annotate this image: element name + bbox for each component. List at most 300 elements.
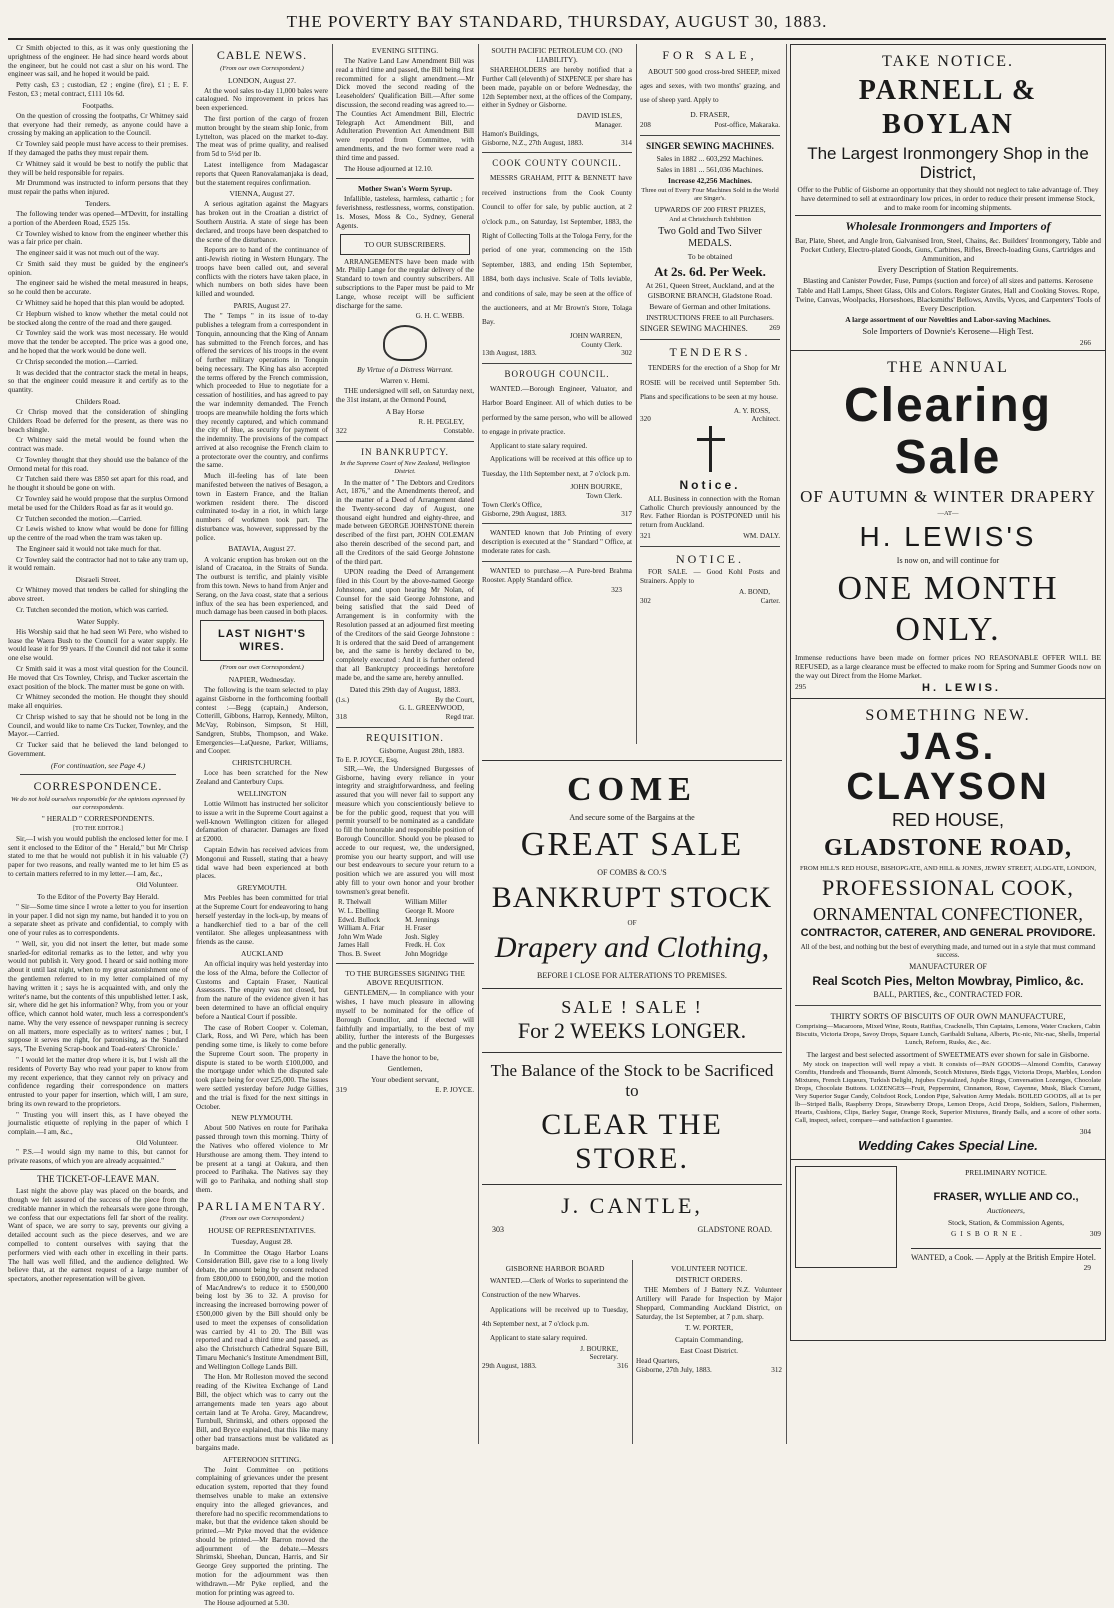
address: Hamon's Buildings, xyxy=(482,129,539,138)
ad-subheadline: Every Description of Station Requirements. xyxy=(877,264,1019,274)
date: 13th August, 1883. xyxy=(482,349,537,358)
ad-text: Beware of German and other Imitations. xyxy=(649,301,771,311)
ad-body: WANTED, a Cook. — Apply at the British Empire Hotel. xyxy=(911,1252,1096,1262)
ad-number: 317 xyxy=(621,509,632,518)
ad-body: FOR SALE. — Good Kohl Posts and Strainers. Apply to xyxy=(640,568,780,586)
ad-number: 295 xyxy=(795,681,807,691)
ad-heading: FOR SALE, xyxy=(662,48,758,62)
paragraph: Cr Chrisp moved that the consideration of shingling Childers Road be deferred for the present, as there was no beach shingle. xyxy=(8,407,188,434)
paragraph: Cr Hepburn wished to know whether the metal could not be stocked along the centre of the road and there gauged. xyxy=(8,309,188,327)
column-5 xyxy=(640,44,780,744)
ad-number: 208 xyxy=(640,120,651,129)
right-ads-column xyxy=(790,44,1106,1444)
ad-number: 302 xyxy=(621,349,632,358)
divider xyxy=(336,727,474,728)
signatory-name: William A. Friar xyxy=(338,924,385,933)
section-heading-last-nights-wires: LAST NIGHT'S WIRES. xyxy=(218,628,306,654)
role: Constable. xyxy=(443,426,474,435)
paragraph: Mr Drummond was instructed to inform persons that they must repair the paths when injured. xyxy=(8,179,188,197)
ad-headline: The Balance of the Stock to be Sacrificed to xyxy=(490,1061,774,1101)
divider xyxy=(482,561,632,562)
signatory-name: John Wm Wade xyxy=(338,932,383,941)
role: Architect. xyxy=(751,415,780,424)
ad-body: TENDERS for the erection of a Shop for Mr ROSIE will be received until September 5th. Plans and specifications to be seen at my house. xyxy=(640,364,780,402)
ad-body: Blasting and Canister Powder, Fuse, Pumps (suction and force) of all sizes and patterns. Kerosene Table and Hall Lamps, Sheet Glass, Oils and Colors. Register Grates, Hall and Cooking Stoves. Rope, Twine, Canvas, Woolpacks, Horseshoes, Blacksmiths' Bellows, Anvils, Vyces, and Carpenters' Tools of Every Description. xyxy=(795,276,1101,313)
sales-figure: Sales in 1881 ... 561,036 Machines. xyxy=(656,164,764,174)
ad-headline: Real Scotch Pies, Melton Mowbray, Pimlico, &c. xyxy=(812,973,1084,988)
subheading: Water Supply. xyxy=(76,616,120,626)
ad-body: MESSRS GRAHAM, PITT & BENNETT have received instructions from the Cook County Council to offer for sale, by public auction, at 2 o'clock p.m., on Saturday, 1st September, 1883, the Right of Collecting Tolls at the Tologa Ferry, for the period of one year, commencing on the 15th September, 1883, and ending 15th September, 1884, both days inclusive. Scale of Tolls leviable, and conditions of sale, may be seen at the office of the auctioneers, and at Mr Brown's Store, Tolaga Bay. xyxy=(482,174,632,327)
dateline: PARIS, August 27. xyxy=(233,301,291,311)
paragraph: An official inquiry was held yesterday into the loss of the Alma, before the Collector of Customs and Captain Fraser, Nautical Assessors. The enquiry was not closed, but from the nature of the evidence given it has been determined to have an official enquiry before a Nautical Court if possible. xyxy=(196,960,328,1021)
ad-headline: GLADSTONE ROAD, xyxy=(824,834,1072,861)
ad-headline: PARNELL & BOYLAN xyxy=(858,74,1038,140)
divider xyxy=(336,441,474,442)
signature: R. H. PEGLEY, xyxy=(418,418,464,427)
ad-text: GISBORNE. xyxy=(951,1228,1026,1238)
ad-body: Immense reductions have been made on former prices NO REASONABLE OFFER WILL BE REFUSED, as a large clearance must be effected to make room for Spring and Summer Goods now on the way out Direct from the Home Market. xyxy=(795,652,1101,680)
paragraph: Much ill-feeling has of late been manifested between the natives of Besagon, a town in Eastern France, and the Italian workmen resident there. The discord culminated to-day in a riot, in which large numbers of workmen took part. The disturbance was, however, suppressed by the police. xyxy=(196,472,328,542)
signature: Old Volunteer. xyxy=(136,1139,178,1148)
divider xyxy=(640,546,780,547)
ad-heading: COOK COUNTY COUNCIL. xyxy=(492,158,622,169)
ad-number: 309 xyxy=(1089,1228,1101,1238)
ad-number: 314 xyxy=(621,138,632,147)
paragraph: His Worship said that he had seen Wi Pere, who wished to lease the Waera Bush to the Council for a water supply. He would lease it for 99 years. If the Council did not take it some one else would. xyxy=(8,627,188,663)
ad-headline: J. CANTLE, xyxy=(561,1192,703,1218)
paragraph: Cr Townley wished to know from the engineer whether this was a fair price per chain. xyxy=(8,229,188,247)
paragraph: Cr Townley said people must have access to their premises. If they damaged the paths they must repair them. xyxy=(8,140,188,157)
ad-headline: BANKRUPT STOCK xyxy=(491,881,773,914)
paragraph: About 500 Natives en route for Parihaka passed through town this morning. Thirty of the Natives who offered violence to Mr Hursthouse are among them. They intend to be present at a tangi at Oakura, and then proceed to Parihaka. The Natives say they will go to Parihaka, and nothing shall stop them. xyxy=(196,1124,328,1194)
column-rule xyxy=(332,44,333,1444)
advertisement-border xyxy=(795,1166,897,1268)
ad-headline: GREAT SALE xyxy=(520,826,744,863)
ad-body: In the matter of " The Debtors and Creditors Act, 1876," and the Amendments thereof, and in the matter of a Deed of Arrangement dated the Twenty-second day of August, one thousand eight hundred and eighty-three, and made between GEORGE JOHNSTONE therein described of the first part, JOHN COLEMAN also therein described of the second part, and all the Creditors of the said George Johnstone of the third part. xyxy=(336,478,474,566)
ad-text: UPWARDS OF 200 FIRST PRIZES, xyxy=(654,205,766,214)
ad-headline: H. LEWIS'S xyxy=(859,520,1037,552)
paragraph: " I would let the matter drop where it is, but I wish all the residents of Poverty Bay who read your paper to know from my recent experience, that they cannot rely on privacy and confidence regarding their correspondence on matters entrusted to your paper for insertion, which will, I am sure, bring its own reward to the proprietors. xyxy=(8,1056,188,1108)
ad-body: Offer to the Public of Gisborne an opportunity that they should not neglect to take advantage of. They have determined to sell at extraordinary low prices, in order to reduce their present immense Stock, and to make room for incoming shipments. xyxy=(797,184,1099,212)
ad-text: Two Gold and Two Silver MEDALS. xyxy=(658,226,762,250)
paragraph: Reports are to hand of the continuance of anti-Jewish rioting in Western Hungary. The troops have been called out, and several conflicts with the rioters have taken place, in which numbers on both sides have been killed and wounded. xyxy=(196,246,328,299)
divider xyxy=(20,1169,176,1170)
byline: (From our own Correspondent.) xyxy=(220,64,304,72)
signature: G. L. GREENWOOD, xyxy=(399,704,464,713)
signatory-name: John Mogridge xyxy=(405,949,448,958)
ad-heading: SINGER SEWING MACHINES. xyxy=(646,140,774,151)
ad-body: THE Members of J Battery N.Z. Volunteer Artillery will Parade for Inspection by Major Sheppard, Commanding Auckland District, on Saturday, the 1st September, at 7 p.m. sharp. xyxy=(636,1286,782,1321)
signatory-name: Thos. B. Sweet xyxy=(338,949,381,958)
ad-body: SHAREHOLDERS are hereby notified that a Further Call (eleventh) of SIXPENCE per share has been made, payable on or before Wednesday, the 12th September next, at the offices of the Company, either in Sydney or Gisborne. xyxy=(482,66,632,110)
ad-text: BEFORE I CLOSE FOR ALTERATIONS TO PREMISES. xyxy=(537,971,727,980)
ad-number: 316 xyxy=(617,1362,628,1371)
signatory-name: George R. Moore xyxy=(405,906,455,915)
divider xyxy=(336,963,474,964)
paragraph: Last night the above play was placed on the boards, and though we felt assured of the success of the piece from the creditable manner in which the rehearsals were gone through, we confess that our expectations fell far short of the reality. Want of space, we are sorry to say, prevents our giving a detailed account such as the piece deserves, and we are compelled to content ourselves with saying that the performers vied with each other in excelling in their parts. The hall was well filled, and the audience delighted. We believe that, at the earnest request of a large number of spectators, another representation will be given. xyxy=(8,1187,188,1284)
ad-headline: JAS. CLAYSON xyxy=(846,725,1050,808)
seal: (l.s.) xyxy=(336,695,350,704)
paragraph: The " Temps " in its issue of to-day publishes a telegram from a correspondent in Tonquin, announcing that the King of Annam has submitted to the French forces, and has offered the services of his troops in the event of further military operations in Tonquin being necessary. The King has also accepted the terms offered by the French commission, which proceeded to Hue to negotiate for a cessation of hostilities, and has agreed to pay the war indemnity demanded. The French troops are meanwhile holding the forts which they recently captured, and which command the city of Hue, as security for payment of the indemnity. The provisions of the compact arrived at also recognise the French claim to a protectorate over the country, and confirms the same. xyxy=(196,312,328,470)
signature: E. P. JOYCE. xyxy=(435,1086,474,1095)
ad-heading: Mother Swan's Worm Syrup. xyxy=(358,184,452,194)
signatory-row xyxy=(336,907,474,916)
dateline: BATAVIA, August 27. xyxy=(228,544,296,554)
ad-text: Stock, Station, & Commission Agents, xyxy=(947,1217,1065,1227)
paragraph: Cr Whitney moved that tenders be called for shingling the above street. xyxy=(8,586,188,604)
ad-headline: THE ANNUAL xyxy=(887,359,1009,377)
ad-text: To be obtained xyxy=(687,252,733,262)
ad-headline: RED HOUSE, xyxy=(891,809,1005,830)
ad-body: SIR,—We, the Undersigned Burgesses of Gisborne, having every reliance in your integrity and straightforwardness, and feeling assured that you will never fail to support any measure which you conscientiously believe to be for the public good, request that you will permit yourself to be nominated as a candidate to fill the honorable and responsible position of Borough Councillor. Should you be pleased to accede to our request, we, the undersigned, promise you our hearty support, and will use our best endeavours to secure your return to a position which we are assured you will most ably fill to your own honor and your brother townsmen's great benefit. xyxy=(336,764,474,896)
ad-text: Three out of Every Four Machines Sold in the World are Singer's. xyxy=(641,187,779,203)
ad-heading: PRELIMINARY NOTICE. xyxy=(965,1167,1047,1177)
ad-subheadline: THIRTY SORTS OF BISCUITS OF OUR OWN MANUFACTURE, xyxy=(830,1011,1066,1022)
paragraph: The Native Land Law Amendment Bill was read a third time and passed, the Bill being first recommitted for a slight amendment.—Mr Dick moved the second reading of the Leaseholders' Qualification Bill.—After some discussion, the second reading was agreed to.—The Counties Act Amendment Bill, Electric Telegraph Act Amendment Bill, and Adulteration Prevention Act Amendment Bill were reported from Committee, with amendments, and the two former were read a third time and passed. xyxy=(336,57,474,162)
paragraph: Latest intelligence from Madagascar reports that Queen Ranovalamanjaka is dead, but the statement requires confirmation. xyxy=(196,160,328,187)
clayson-ad xyxy=(790,699,1106,1160)
subheading: HOUSE OF REPRESENTATIVES. xyxy=(208,1226,316,1236)
ad-headline: COME xyxy=(567,771,697,808)
paragraph: " Sir—Some time since I wrote a letter to you for insertion in your paper. I did not sign my name, but handed it to you on a separate sheet as private and confidential, to comply with one of your rules as to correspondents. xyxy=(8,902,188,938)
ad-body: ARRANGEMENTS have been made with Mr. Philip Lange for the regular delivery of the Standard to town and country subscribers. All subscriptions to the Paper must be paid to Mr Lange, whose receipt will be sufficient discharge for the same. xyxy=(336,257,474,310)
ad-text: Is now on, and will continue for xyxy=(896,556,1000,566)
paragraph: Cr Chrisp seconded the motion.—Carried. xyxy=(16,357,138,366)
signatory-row xyxy=(336,933,474,942)
paragraph: " Well, sir, you did not insert the letter, but made some snarled-for editorial remarks as to the letter, and why you would not publish it. Very good. I heard or said nothing more about it until last night, when to my great astonishment one of the gentlemen referred to in my letter complained of my having written it ; says he is acquainted with, and only the writer's name, but the contents of this unpublished letter. I ask, sir, where did he get his information? Why, from you or your office, which cannot hold water, much less a correspondent's name. Why the very essence of newspaper running is secrecy on all matters, more especially as to writers' names ; but, I suppose it serves me right, for patronising, as the Standard says, 'The Evening Scrap-book and Toad-eaters' Chronicle.' xyxy=(8,939,188,1054)
closing: I have the honor to be, xyxy=(371,1052,439,1062)
paragraph: At the wool sales to-day 11,000 bales were catalogued. No improvement in prices has been experienced. xyxy=(196,86,328,113)
paragraph: Lottie Wilmott has instructed her solicitor to issue a writ in the Supreme Court against a well-known Wellington citizen for alleged defamation of character. Damages are fixed at £2000. xyxy=(196,800,328,844)
signatory-name: H. Fraser xyxy=(405,924,432,933)
closing: Gentlemen, xyxy=(387,1064,423,1074)
signature: H. LEWIS. xyxy=(922,681,1001,694)
paragraph: The Joint Committee on petitions complaining of grievances under the present education system, reported that they found themselves unable to make an extensive enquiry into the alleged grievances, and therefore had no specific recommendations to make, but that the evidence taken should be printed.—Mr Pyke moved that the evidence should be printed.—Mr Barron moved the adjournment of the debate.—Messrs Shrimski, Sheehan, Duncan, Harris, and Sir George Grey supported the printing. The motion for the adjournment was then withdrawn.—Mr Pyke replied, and the motion for printing was agreed to. xyxy=(196,1465,328,1597)
ad-text: Sole Importers of Downie's Kerosene—High Test. xyxy=(862,325,1034,336)
ad-body: ABOUT 500 good cross-bred SHEEP, mixed ages and sexes, with two months' grazing, and use of sheep yard. Apply to xyxy=(640,67,780,105)
signatory-name: Fredk. H. Cox xyxy=(405,941,446,950)
divider xyxy=(640,135,780,136)
address: Head Quarters, xyxy=(636,1356,680,1365)
ad-body: Applicant to state salary required. xyxy=(490,441,588,450)
ad-headline: PROFESSIONAL COOK, xyxy=(822,874,1074,900)
paragraph: The House adjourned at 5.30. xyxy=(204,1599,290,1608)
ad-text: And secure some of the Bargains at the xyxy=(569,813,695,822)
ad-headline: Clearing Sale xyxy=(843,378,1053,485)
role: Regd trar. xyxy=(445,713,474,722)
parnell-boylan-ad xyxy=(790,44,1106,351)
ad-number: 321 xyxy=(640,531,651,540)
signature: G. H. C. WEBB. xyxy=(415,312,464,321)
paragraph: Loce has been scratched for the New Zealand and Canterbury Cups. xyxy=(196,769,328,787)
paragraph: Mrs Peebles has been committed for trial at the Supreme Court for endeavoring to hang herself yesterday in the lock-up, by means of a handkerchief tied to a bar of the cell ventilator. She alleges unpleasantness with friends as the cause. xyxy=(196,894,328,947)
signature: JOHN WARREN, xyxy=(569,331,622,340)
paragraph: Cr Lewis wished to know what would be done for filling up the centre of the road when the tram was taken up. xyxy=(8,525,188,543)
paragraph: Cr Townley said the contractor had not to take any tram up, it would remain. xyxy=(8,555,188,573)
ad-headline: CONTRACTOR, CATERER, AND GENERAL PROVIDORE. xyxy=(800,927,1096,940)
paragraph: Cr Tutchen said there was £850 set apart for this road, and he thought it should be gone on with. xyxy=(8,475,188,493)
ad-body: My stock on inspection will well repay a visit. It consists of—PAN GOODS—Almond Comfits, Caraway Comfits, Hundreds and Thousands, Burnt Almonds, Scotch Mixtures, Birds Eggs, Victoria Drops, Marbles, London Mixtures, French Liqueurs, Turkish Delight, Jujubes Crystalized, Jujube Rings, Conversation Lozenges, Chocolate Drops, Chocolate Buttons. LOZENGES—Fruit, Peppermint, Cinnamon, Rose, Cayenne, Musk, Black Currant, Very Superior Sugar Candy, Coltsfoot Rock, London Pipe, Salvation Army Medals. BOILED GOODS, all at 1s per lb—Striped Balls, Raspberry Drops, Strawberry Drops, Lemon Drops, Acid Drops, Soldiers, Sailors, Fishermen, Hearts, Cushions, Clips, Barley Sugar, Orange Rock, Superior Mixtures, Brandy Balls, and a score of other sorts. Call, inspect, select, compare—and satisfaction I guarantee. xyxy=(795,1060,1101,1124)
volunteer-notice xyxy=(636,1262,782,1444)
ad-heading: IN BANKRUPTCY. xyxy=(361,446,449,457)
paragraph: Cr Smith objected to this, as it was only questioning the uprightness of the engineer. He had since heard words about the engineer, but he could not cast a slur on his word. The engineer was sail, and he hoped it would be paid. xyxy=(8,44,188,79)
paragraph: Petty cash, £3 ; custodian, £2 ; engine (fire), £1 ; E. F. Feston, £3 ; metal contract, £111 10s 6d. xyxy=(8,81,188,98)
ad-number: 269 xyxy=(769,324,780,332)
ad-heading: TO THE BURGESSES SIGNING THE ABOVE REQUISITION. xyxy=(345,969,465,988)
dateline: AUCKLAND xyxy=(240,948,284,958)
ad-headline: SOMETHING NEW. xyxy=(865,707,1031,725)
signatory-row xyxy=(336,916,474,925)
price: At 2s. 6d. Per Week. xyxy=(654,263,766,279)
ad-headline: TAKE NOTICE. xyxy=(881,53,1015,70)
ad-text: OF xyxy=(627,919,637,927)
date: Gisborne, 29th August, 1883. xyxy=(482,509,567,518)
royal-crest-icon xyxy=(383,325,427,361)
date: Gisborne, August 28th, 1883. xyxy=(379,747,464,756)
paragraph: Cr Smith said it was a most vital question for the Council. He moved that Crs Townley, Chrisp, and Tucker ascertain the exact position of the block. The matter must be gone on with. xyxy=(8,665,188,691)
ad-text: And at Christchurch Exhibition xyxy=(669,216,751,224)
paragraph: Cr Chrisp wished to say that he should not be long in the Council, and would like to name Crs Tucker, Townley, and the Mayor.—Carried. xyxy=(8,712,188,739)
address-line: To the Editor of the Poverty Bay Herald. xyxy=(37,891,159,901)
signature: A. BOND, xyxy=(739,587,770,596)
signatory-list xyxy=(336,898,474,958)
ad-text: MANUFACTURER OF xyxy=(909,961,987,971)
paragraph: The engineer said it was not much out of the way. xyxy=(16,249,160,258)
address: GLADSTONE ROAD. xyxy=(697,1224,772,1234)
ad-headline: CLEAR THE STORE. xyxy=(541,1107,723,1175)
signatory-name: W. L. Ebelling xyxy=(338,906,379,915)
column-rule xyxy=(786,44,787,1444)
ad-headline: The Largest Ironmongery Shop in the District, xyxy=(807,143,1089,183)
column-4 xyxy=(482,44,632,744)
subheading: DISTRICT ORDERS. xyxy=(675,1275,743,1285)
ad-subheadline: Wholesale Ironmongers and Importers of xyxy=(845,219,1051,234)
date: 29th August, 1883. xyxy=(482,1362,537,1371)
paragraph: The Hon. Mr Rolleston moved the second reading of the Kiwitea Exchange of Land Bill, the object which was to carry out the arrangements made ten years ago about certain land at Te Aroha. Grey, Macandrew, Turnbull, Shrimski, and others opposed the Bill, and Bryce explained, that this like many other bad transactions must be validated as bargains made. xyxy=(196,1373,328,1452)
ad-text: OF COMBS & CO.'S xyxy=(597,868,667,877)
ad-body: GENTLEMEN,— In compliance with your wishes, I have much pleasure in allowing myself to be nominated for the office of Borough Councillor, and if elected will faithfully and impartially, to the best of my ability, further the interests of the Burgesses and the public generally. xyxy=(336,989,474,1051)
role: Manager. xyxy=(595,120,622,129)
fraser-wyllie-ad xyxy=(911,1166,1101,1272)
ad-number: 29 xyxy=(1083,1262,1091,1272)
column-1 xyxy=(8,44,188,1444)
ad-heading: Notice. xyxy=(679,478,741,493)
continuation-note: (For continuation, see Page 4.) xyxy=(50,760,146,770)
signature: Old Volunteer. xyxy=(136,880,178,889)
signatory-name: M. Jennings xyxy=(405,915,440,924)
subheading: Disraeli Street. xyxy=(75,575,121,585)
subheading: Childers Road. xyxy=(75,396,121,406)
ad-text: A large assortment of our Novelties and Labor-saving Machines. xyxy=(845,314,1051,324)
court: In the Supreme Court of New Zealand, Wellington District. xyxy=(340,459,470,475)
ad-body: THE undersigned will sell, on Saturday next, the 31st instant, at the Ormond Pound, xyxy=(336,387,474,405)
signatory-name: William Miller xyxy=(405,898,447,907)
address: Post-office, Makaraka. xyxy=(714,120,780,129)
ad-headline: For 2 WEEKS LONGER. xyxy=(517,1018,747,1043)
ad-text: BALL, PARTIES, &c., CONTRACTED FOR. xyxy=(873,990,1023,1000)
byline: (From our own Correspondent.) xyxy=(220,663,304,671)
cantle-sale-ad xyxy=(482,760,782,1240)
ad-body: Applicant to state salary required. xyxy=(490,1333,588,1342)
column-rule xyxy=(478,44,479,1444)
column-rule xyxy=(632,1260,633,1444)
ad-body: ALL Business in connection with the Roman Catholic Church previously announced by the Rev. Father Riordan is POSTPONED until his return from Auckland. xyxy=(640,494,780,530)
harbor-board-ad xyxy=(482,1262,628,1444)
role: Carter. xyxy=(760,596,780,605)
ad-body: WANTED known that Job Printing of every description is executed at the " Standard " Office, at moderate rates for cash. xyxy=(482,529,632,555)
ad-heading: REQUISITION. xyxy=(366,732,444,744)
ad-body: WANTED to purchase.—A Pure-bred Brahma Rooster. Apply Standard office. xyxy=(482,566,632,584)
paragraph: The following is the team selected to play against Gisborne in the forthcoming football contest :—Begg (captain,) Anderson, Cotterill, Gibbons, Harrop, Kennedy, Milton, McVay, Robinson, Simpson, St Hill, Sandgren, Stubbs, Thompson, and Wake. Emergencies—LaQuesne, Parker, Williams, and Cooper. xyxy=(196,685,328,756)
paragraph: In Committee the Otago Harbor Loans Consideration Bill, gave rise to a long lively debate, the amount being by consent reduced from £800,000 to £600,000, and the motion of MacAndrew's to reduce it to £500,000 being lost by 36 to 32. A proviso for increasing the increased borrowing power of £500,000 given by the Bill should only be used to meet the expenses of consolidation was carried by 41 to 20. The Bill was reported and read a third time and passed, as also the Christchurch Cathedral Square Bill, Timaru Mechanic's Institute Amendment Bill, and Wellington College Lands Bill. xyxy=(196,1248,328,1371)
signatory-row xyxy=(336,950,474,959)
signatory-row xyxy=(336,898,474,907)
masthead xyxy=(0,0,1114,40)
paragraph: " P.S.—I would sign my name to this, but cannot for private reasons, of which you are already acquainted." xyxy=(8,1147,188,1165)
dateline: CHRISTCHURCH. xyxy=(232,758,292,768)
sales-figure: Sales in 1882 ... 603,292 Machines. xyxy=(656,153,764,163)
lewis-clearing-sale-ad xyxy=(790,351,1106,699)
subheading: EVENING SITTING. xyxy=(371,46,439,55)
signatory-name: Edwd. Bullock xyxy=(338,915,380,924)
paragraph: The first portion of the cargo of frozen mutton brought by the steam ship Ionic, from Lyttelton, was placed on the market to-day. The meat was of prime quality, and realised from 5d to 5½d per lb. xyxy=(196,115,328,159)
newspaper-title: THE POVERTY BAY STANDARD, THURSDAY, AUGUST 30, 1883. xyxy=(286,12,828,31)
ad-headline: Wedding Cakes Special Line. xyxy=(858,1138,1038,1154)
ad-number: 303 xyxy=(492,1224,504,1234)
ad-body: Infallible, tasteless, harmless, cathartic ; for feverishness, restlessness, worms, constipation. 1s. Moses, Moss & Co., Sydney, General Agents. xyxy=(336,195,474,230)
dateline: Tuesday, August 28. xyxy=(231,1237,293,1247)
paragraph: Cr Tutchen seconded the motion.—Carried. xyxy=(16,514,142,523)
column-rule xyxy=(636,44,637,744)
ad-heading: TENDERS. xyxy=(669,344,751,359)
date: Dated this 29th day of August, 1883. xyxy=(349,684,461,694)
ad-heading: TO OUR SUBSCRIBERS. xyxy=(364,239,446,249)
sales-figure: Increase 42,256 Machines. xyxy=(667,176,753,186)
byline: (From our own Correspondent.) xyxy=(220,1215,304,1223)
divider xyxy=(336,178,474,179)
signatory-name: R. Thelwall xyxy=(338,898,371,907)
paragraph: Cr Whitney said the metal would be found when the contract was made. xyxy=(8,436,188,454)
dateline: WELLINGTON xyxy=(237,788,287,798)
dateline: VIENNA, August 27. xyxy=(229,189,295,199)
ad-body: Bar, Plate, Sheet, and Angle Iron, Galvanised Iron, Steel, Chains, &c. Builders' Ironmongery, Table and Pocket Cutlery, Electro-plated Goods, Guns, Carbines, Rifles, Breech-loading Guns, Cartridges and Ammunition, and xyxy=(795,235,1101,263)
role: Secretary. xyxy=(589,1353,618,1362)
paragraph: The House adjourned at 12.10. xyxy=(344,164,433,173)
date: Gisborne, N.Z., 27th August, 1883. xyxy=(482,138,584,147)
ad-number: 319 xyxy=(336,1086,347,1095)
ad-headline: ORNAMENTAL CONFECTIONER, xyxy=(813,903,1083,924)
signatory-name: James Hall xyxy=(338,941,369,950)
column-rule xyxy=(192,44,193,1444)
signature: J. BOURKE, xyxy=(580,1344,618,1353)
signature: DAVID ISLES, xyxy=(577,112,622,121)
divider xyxy=(795,1005,1101,1006)
paragraph: Captain Edwin has received advices from Mongonui and Russell, stating that a heavy tidal wave had been experienced at both places. xyxy=(196,845,328,881)
ad-number: 304 xyxy=(1079,1127,1091,1137)
ad-heading: VOLUNTEER NOTICE. xyxy=(670,1264,748,1273)
ad-text: FROM HILL'S RED HOUSE, BISHOPGATE, AND HILL & JONES, JEWRY STREET, ALDGATE, LONDON, xyxy=(800,864,1096,872)
ad-headline: FRASER, WYLLIE AND CO., xyxy=(933,1191,1079,1204)
ad-text: INSTRUCTIONS FREE to all Purchasers. xyxy=(646,312,774,322)
ad-body: WANTED.—Borough Engineer, Valuator, and Harbor Board Engineer. All of which duties to be performed by the same person, who will be allowed to engage in private practice. xyxy=(482,385,632,437)
paragraph: The following tender was opened—M'Devitt, for installing a portion of the Aberdeen Road, £525 15s. xyxy=(8,210,188,227)
ad-text: The largest and best selected assortment of SWEETMEATS ever shown for sale in Gisborne. xyxy=(806,1049,1090,1059)
dateline: NAPIER, Wednesday. xyxy=(228,674,296,684)
text: By the Court, xyxy=(435,695,474,704)
ad-text: Auctioneers, xyxy=(987,1206,1025,1216)
signature: JOHN BOURKE, xyxy=(570,483,622,492)
paragraph: Cr Townley thought that they should use the balance of the Ormond metal for this road. xyxy=(8,455,188,473)
role: Captain Commanding, xyxy=(675,1334,743,1344)
case-name: Warren v. Hemi. xyxy=(380,376,430,386)
closing: Your obedient servant, xyxy=(371,1075,439,1085)
signature: D. FRASER, xyxy=(690,109,730,119)
signature: A. Y. ROSS, xyxy=(733,406,770,415)
ad-heading: BOROUGH COUNCIL. xyxy=(504,369,610,380)
column-2 xyxy=(196,44,328,1608)
ad-body: UPON reading the Deed of Arrangement filed in this Court by the above-named George Johnstone, and upon hearing Mr Nolan, of Counsel for the said George Johnstone, and being satisfied that the said Deed of Arrangement is in conformity with the Resolution passed at an adjourned first meeting of the Creditors of the said George Johnstone : It is ordered that the said Deed of arrangement be, and the same is hereby declared to be, completely executed : And it is further ordered that all Bankruptcy proceedings heretofore made be, and the same are, hereby annulled. xyxy=(336,568,474,682)
signature: T. W. PORTER, xyxy=(685,1323,733,1333)
paragraph: Cr Townley said he would propose that the surplus Ormond metal be used for the Childers Road as far as it would go. xyxy=(8,495,188,512)
ad-heading: GISBORNE HARBOR BOARD xyxy=(505,1264,605,1273)
section-heading-cable-news: CABLE NEWS. xyxy=(216,48,308,62)
divider xyxy=(482,523,632,524)
paragraph: On the question of crossing the footpaths, Cr Whitney said that everyone had their remedy, as anyone could have a crossing by making an application to the Council. xyxy=(8,111,188,138)
ad-number: 266 xyxy=(1079,338,1091,348)
signatory-name: Josh. Sigley xyxy=(405,932,439,941)
paragraph: " Trusting you will insert this, as I have obeyed the journalistic etiquette of replying in the paper of which I complain.—I am, &c., xyxy=(8,1110,188,1137)
ad-heading: NOTICE. xyxy=(676,551,744,566)
ad-body: WANTED.—Clerk of Works to superintend the Construction of the new Wharves. xyxy=(482,1277,628,1299)
role: County Clerk. xyxy=(581,340,622,349)
section-heading-ticket-of-leave: THE TICKET-OF-LEAVE MAN. xyxy=(36,1174,160,1185)
paragraph: Cr Townley said the work was most necessary. He would move that the tender be accepted. The price was a good one, and he hoped that the work would be done well. xyxy=(8,329,188,355)
ad-number: 302 xyxy=(640,596,651,605)
section-heading-correspondence: CORRESPONDENCE. xyxy=(33,778,163,793)
ad-number: 320 xyxy=(640,415,651,424)
divider xyxy=(640,339,780,340)
paragraph: Sir,—I wish you would publish the enclosed letter for me. I sent it enclosed to the Editor of the " Herald," but Mr Chrisp stated to me that he would not publish it in his valuable (?) paper for two reasons, and really wanted me to let him £5 as to certain matters referred to in my letter.—I am, &c., xyxy=(8,834,188,879)
cross-icon xyxy=(640,424,780,474)
article-title: " HERALD " CORRESPONDENTS. xyxy=(41,814,155,824)
ad-subheadline: OF AUTUMN & WINTER DRAPERY xyxy=(800,487,1096,507)
signature: WM. DALY. xyxy=(743,531,780,540)
ad-headline: Drapery and Clothing, xyxy=(494,931,770,964)
paragraph: Cr Whitney said it would be best to notify the public that they will be held responsible for repairs. xyxy=(8,159,188,177)
sale-item: A Bay Horse xyxy=(385,407,425,417)
paragraph: Cr Smith said they must be guided by the engineer's opinion. xyxy=(8,259,188,277)
paragraph: Cr Whitney said he hoped that this plan would be adopted. xyxy=(16,299,185,308)
addressee: To E. P. JOYCE, Esq. xyxy=(336,755,399,764)
paragraph: Cr Whitney seconded the motion. He thought they should make all enquiries. xyxy=(8,693,188,711)
role: East Coast District. xyxy=(679,1345,739,1355)
paragraph: It was decided that the contractor stack the metal in heaps, so that the engineer could measure it and certify as to the quantity. xyxy=(8,368,188,395)
council-report xyxy=(8,44,188,770)
ad-text: —AT— xyxy=(937,509,959,517)
ad-body: Applications will be received up to Tuesday, 4th September next, at 7 o'clock p.m. xyxy=(482,1306,628,1329)
ad-headline: ONE MONTH ONLY. xyxy=(837,569,1059,649)
divider xyxy=(482,152,632,153)
section-heading-parliamentary: PARLIAMENTARY. xyxy=(197,1198,327,1213)
ad-number: 323 xyxy=(611,586,622,595)
ad-text: All of the best, and nothing but the best of everything made, and turned out in a style that must command success. xyxy=(800,942,1096,960)
paragraph: A serious agitation against the Magyars has broken out in the Croatian a district of Southern Austria. A state of siege has been declared, and troops have been despatched to the scene of the disturbance. xyxy=(196,200,328,244)
paragraph: Cr Tucker said that he believed the land belonged to Government. xyxy=(8,741,188,759)
dateline: LONDON, August 27. xyxy=(228,75,296,85)
ad-number: 312 xyxy=(771,1365,782,1374)
paragraph: The Engineer said it would not take much for that. xyxy=(16,544,161,553)
ad-heading: SOUTH PACIFIC PETROLEUM CO. (NO LIABILITY). xyxy=(491,46,623,65)
